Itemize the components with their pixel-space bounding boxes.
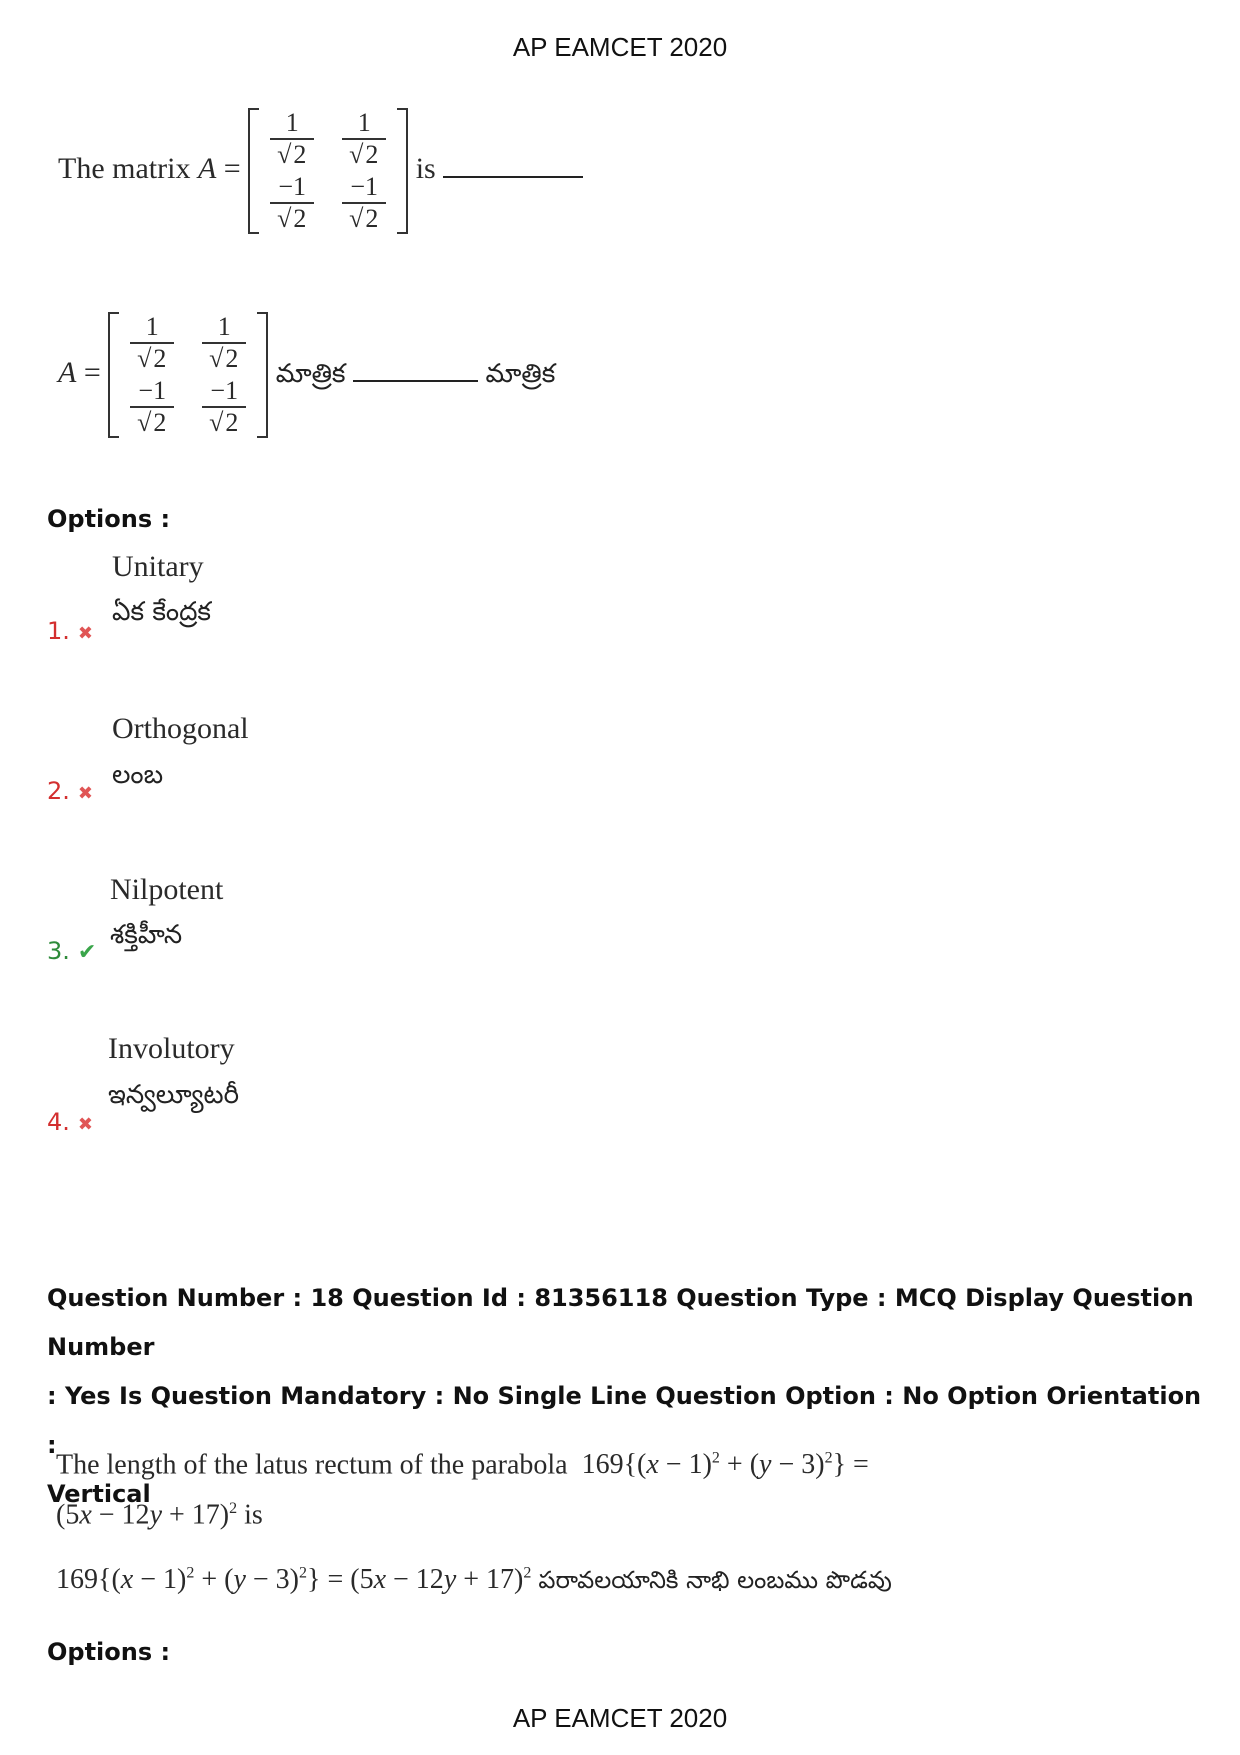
option-3-telugu[interactable]: శక్తిహీన <box>110 920 183 950</box>
equals-sign: = <box>216 151 249 185</box>
option-number-label: 1. <box>47 617 70 645</box>
question-text: The length of the latus rectum of the parabola <box>56 1449 568 1481</box>
option-2-number <box>47 777 93 805</box>
answer-blank <box>353 380 478 382</box>
page-footer: AP EAMCET 2020 <box>512 1703 728 1733</box>
matrix-variable: A <box>197 151 217 185</box>
equation-full: $169\{(x - 1)^2 + (y - 3)^2\} = (5x - 12y + 17)^2$ <box>56 1564 532 1595</box>
option-4-telugu[interactable]: ఇన్వల్యూటరీ <box>108 1080 239 1110</box>
option-4-english[interactable]: Involutory <box>108 1032 235 1065</box>
question-17-telugu <box>58 312 555 438</box>
matrix-entry-r1c2: $\frac{1}{√2}$ <box>334 108 394 170</box>
option-2-telugu[interactable]: లంబ <box>112 760 164 790</box>
telugu-matrix-word: మాత్రిక <box>275 358 346 389</box>
matrix-entry-r2c2: $\frac{-1}{√2}$ <box>194 376 254 438</box>
matrix-entry-r1c2: $\frac{1}{√2}$ <box>194 312 254 374</box>
question-18-english <box>56 1437 869 1538</box>
matrix-entry-r2c1: $\frac{-1}{√2}$ <box>262 172 322 234</box>
question-17-english <box>58 108 583 234</box>
wrong-mark-icon: ✖ <box>77 1114 93 1135</box>
question-text-suffix: is <box>415 151 436 185</box>
option-2-english[interactable]: Orthogonal <box>112 712 249 745</box>
matrix-a <box>248 108 408 234</box>
correct-check-icon: ✔ <box>77 940 97 965</box>
option-3-english[interactable]: Nilpotent <box>110 873 224 906</box>
telugu-matrix-word-after: మాత్రిక <box>485 358 556 389</box>
option-number-label: 4. <box>47 1108 70 1136</box>
question-18-telugu <box>56 1564 892 1600</box>
meta-line-1: Question Number : 18 Question Id : 81356118 Question Type : MCQ Display Question Number <box>47 1284 1194 1361</box>
answer-blank <box>443 176 583 178</box>
matrix-entry-r2c2: $\frac{-1}{√2}$ <box>334 172 394 234</box>
option-1-number <box>47 617 93 645</box>
option-1-english[interactable]: Unitary <box>112 550 204 583</box>
telugu-question-text: పరావలయానికి నాభి లంబము పొడవు <box>538 1566 892 1594</box>
question-text-prefix: The matrix <box>58 151 198 185</box>
matrix-variable: A <box>58 355 77 389</box>
matrix-a-telugu <box>108 312 268 438</box>
wrong-mark-icon: ✖ <box>77 783 93 804</box>
option-number-label: 2. <box>47 777 70 805</box>
equals-sign: = <box>76 355 109 389</box>
meta-line-2: : Yes Is Question Mandatory : No Single Line Question Option : No Option Orientation : <box>47 1382 1202 1459</box>
wrong-mark-icon: ✖ <box>77 623 93 644</box>
matrix-entry-r1c1: $\frac{1}{√2}$ <box>262 108 322 170</box>
option-1-telugu[interactable]: ఏక కేంద్రక <box>112 597 212 627</box>
matrix-entry-r2c1: $\frac{-1}{√2}$ <box>122 376 182 438</box>
options-heading: Options : <box>47 505 171 533</box>
matrix-entry-r1c1: $\frac{1}{√2}$ <box>122 312 182 374</box>
meta-line-3: Vertical <box>47 1480 151 1508</box>
options-heading-q18: Options : <box>47 1638 171 1666</box>
equation-lhs: $169\{(x - 1)^2 + (y - 3)^2\}$ = <box>574 1449 869 1481</box>
option-number-label: 3. <box>47 937 70 965</box>
option-3-number <box>47 937 96 965</box>
equation-rhs: $(5x - 12y + 17)^2$ is <box>56 1499 263 1531</box>
page-header: AP EAMCET 2020 <box>512 32 728 62</box>
option-4-number <box>47 1108 93 1136</box>
